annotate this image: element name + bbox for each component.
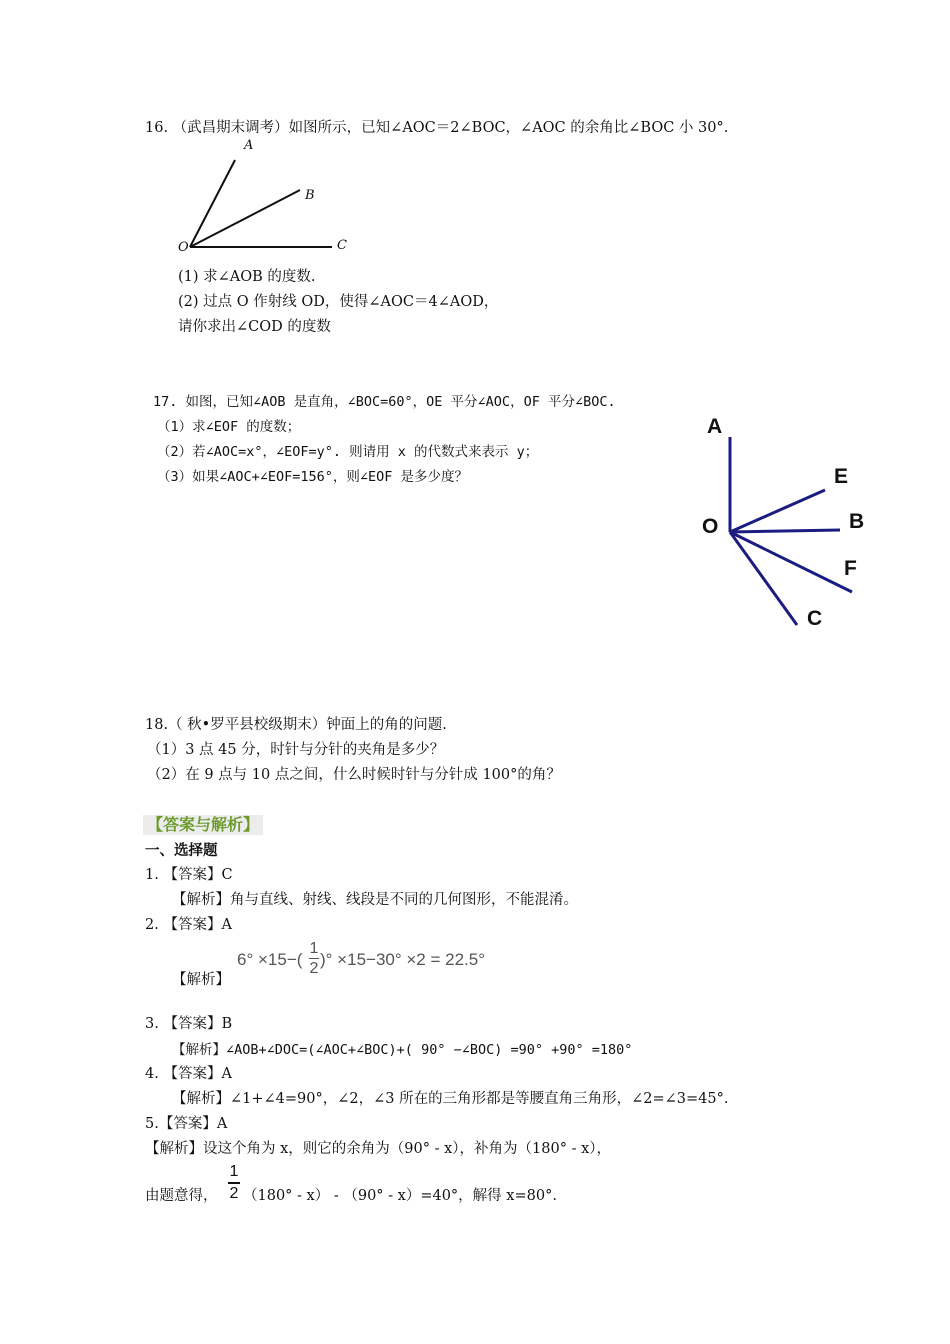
numerator: 1: [309, 940, 319, 957]
q17-part3: （3）如果∠AOC+∠EOF=156°，则∠EOF 是多少度？: [157, 469, 469, 485]
numerator: 1: [229, 1163, 239, 1180]
q18-part1: （1）3 点 45 分，时针与分针的夹角是多少？: [147, 742, 445, 758]
ray-of: [730, 532, 852, 592]
label-a: A: [707, 415, 723, 438]
q18-part2: （2）在 9 点与 10 点之间，什么时候时针与分针成 100°的角？: [147, 767, 561, 783]
fraction-half: [228, 1162, 240, 1204]
explanation-5: 【解析】设这个角为 x，则它的余角为（90° - x），补角为（180° - x），: [145, 1141, 612, 1157]
answer-4: 4. 【答案】A: [145, 1066, 232, 1082]
ray-ob: [190, 190, 300, 247]
label-b: B: [305, 188, 315, 203]
section-title: 一、选择题: [145, 843, 218, 859]
q16-part1: (1) 求∠AOB 的度数.: [178, 269, 316, 285]
denominator: 2: [309, 960, 319, 977]
q16-stem: 16. （武昌期末调考）如图所示，已知∠AOC＝2∠BOC，∠AOC 的余角比∠BOC 小 30°.: [145, 120, 729, 136]
explanation-4: 【解析】∠1+∠4=90°，∠2，∠3 所在的三角形都是等腰直角三角形，∠2=∠3=45°.: [172, 1091, 729, 1107]
label-o: O: [178, 240, 189, 255]
label-e: E: [834, 465, 849, 488]
ray-oc: [730, 532, 797, 625]
explanation-5b-prefix: 由题意得，: [145, 1188, 218, 1204]
label-c: C: [337, 238, 347, 253]
ray-oe: [730, 490, 825, 532]
label-c: C: [807, 607, 823, 630]
formula-part-b: )° ×15−30° ×2 = 22.5°: [320, 950, 486, 969]
answer-5: 5.【答案】A: [145, 1116, 228, 1132]
denominator: 2: [228, 1182, 240, 1204]
answer-2: 2. 【答案】A: [145, 917, 232, 933]
label-o: O: [702, 515, 719, 538]
answers-header: 【答案与解析】: [143, 815, 263, 835]
ray-oa: [190, 160, 235, 247]
ray-ob: [730, 530, 840, 532]
q17-stem: 17. 如图，已知∠AOB 是直角，∠BOC=60°，OE 平分∠AOC，OF 平分∠BOC.: [153, 394, 616, 410]
label-f: F: [844, 557, 857, 580]
answer-3: 3. 【答案】B: [145, 1016, 233, 1032]
q18-stem: 18.（ 秋•罗平县校级期末）钟面上的角的问题.: [145, 717, 447, 733]
label-a: A: [244, 138, 254, 153]
answer-1: 1. 【答案】C: [145, 867, 233, 883]
explanation-2-label: 【解析】: [172, 972, 230, 988]
q17-part1: （1）求∠EOF 的度数；: [157, 419, 301, 435]
q17-part2: （2）若∠AOC=x°，∠EOF=y°. 则请用 x 的代数式来表示 y；: [157, 444, 539, 460]
q16-part3: 请你求出∠COD 的度数: [178, 319, 331, 335]
explanation-5b: （180° - x） - （90° - x）=40°，解得 x=80°.: [243, 1188, 557, 1204]
explanation-1: 【解析】角与直线、射线、线段是不同的几何图形，不能混淆。: [172, 892, 578, 908]
explanation-3: 【解析】∠AOB+∠DOC=(∠AOC+∠BOC)+( 90° −∠BOC) =90° +90° =180°: [172, 1042, 633, 1058]
label-b: B: [849, 510, 865, 533]
fraction-half: [309, 939, 319, 978]
q16-part2: (2) 过点 O 作射线 OD，使得∠AOC＝4∠AOD，: [178, 294, 499, 310]
formula-part-a: 6° ×15−(: [237, 950, 303, 969]
